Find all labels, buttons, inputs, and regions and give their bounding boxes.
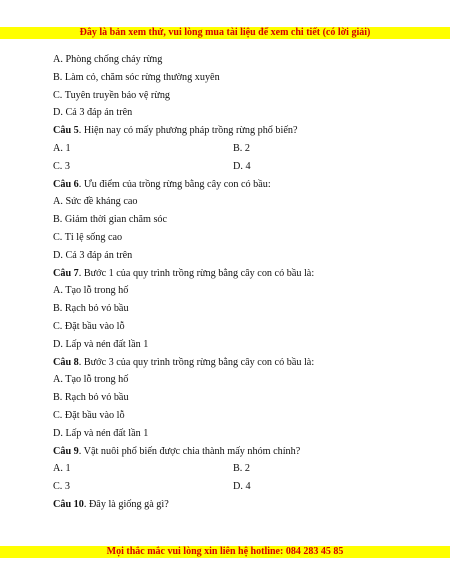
question-text: . Hiện nay có mấy phương pháp trồng rừng phổ biến? <box>78 125 298 137</box>
preview-notice-text: Đây là bản xem thử, vui lòng mua tài liệu để xem chi tiết (có lời giải) <box>79 27 371 38</box>
question-number: Câu 6 <box>53 178 79 190</box>
answer-option: C. Tỉ lệ sống cao <box>53 231 123 243</box>
answer-option: C. Đặt bầu vào lỗ <box>53 320 125 332</box>
answer-option: D. Lấp và nén đất lần 1 <box>53 338 149 350</box>
question-line <box>53 443 413 461</box>
answer-option-pair <box>53 478 413 496</box>
answer-option: C. 3 <box>53 160 70 172</box>
question-line <box>53 265 413 283</box>
question-number: Câu 8 <box>53 356 79 368</box>
answer-option-pair <box>53 158 413 176</box>
answer-option-pair <box>53 460 413 478</box>
question-text: . Vật nuôi phổ biến được chia thành mấy nhóm chính? <box>78 445 301 457</box>
question-number: Câu 9 <box>53 445 79 457</box>
answer-option: C. Tuyên truyền bảo vệ rừng <box>53 89 171 101</box>
preview-notice-banner <box>0 27 450 39</box>
answer-option: A. Sức đề kháng cao <box>53 196 138 208</box>
answer-option: B. Giảm thời gian chăm sóc <box>53 214 168 226</box>
answer-option: B. Làm cỏ, chăm sóc rừng thường xuyên <box>53 71 220 83</box>
answer-option: D. 4 <box>233 481 251 493</box>
answer-option: A. Tạo lỗ trong hố <box>53 374 129 386</box>
answer-option: A. Tạo lỗ trong hố <box>53 285 129 297</box>
answer-option: B. 2 <box>233 463 250 475</box>
answer-option: B. Rạch bỏ vỏ bầu <box>53 392 129 404</box>
hotline-text: Mọi thắc mắc vui lòng xin liên hệ hotline: 084 283 45 85 <box>106 546 344 557</box>
question-text: . Đây là giống gà gì? <box>83 498 169 510</box>
answer-option: C. Đặt bầu vào lỗ <box>53 409 125 421</box>
question-text: . Ưu điểm của trồng rừng bằng cây con có bầu: <box>78 178 271 190</box>
answer-option: A. 1 <box>53 142 71 154</box>
answer-option-pair <box>53 140 413 158</box>
question-line <box>53 496 413 514</box>
answer-option: D. 4 <box>233 160 251 172</box>
hotline-banner <box>0 546 450 558</box>
question-text: . Bước 3 của quy trình trồng rừng bằng cây con có bầu là: <box>78 356 315 368</box>
answer-option: D. Cả 3 đáp án trên <box>53 249 133 261</box>
question-line <box>53 354 413 372</box>
answer-option: A. Phòng chống cháy rừng <box>53 54 163 65</box>
answer-option: B. Rạch bỏ vỏ bầu <box>53 303 129 315</box>
answer-option: D. Lấp và nén đất lần 1 <box>53 427 149 439</box>
answer-option: D. Cả 3 đáp án trên <box>53 107 133 119</box>
question-line <box>53 122 413 140</box>
question-number: Câu 10 <box>53 498 84 510</box>
question-number: Câu 7 <box>53 267 79 279</box>
answer-option: B. 2 <box>233 142 250 154</box>
question-line <box>53 176 413 194</box>
answer-option: A. 1 <box>53 463 71 475</box>
question-number: Câu 5 <box>53 125 79 137</box>
document-body <box>53 51 413 514</box>
question-text: . Bước 1 của quy trình trồng rừng bằng cây con có bầu là: <box>78 267 315 279</box>
answer-option: C. 3 <box>53 481 70 493</box>
